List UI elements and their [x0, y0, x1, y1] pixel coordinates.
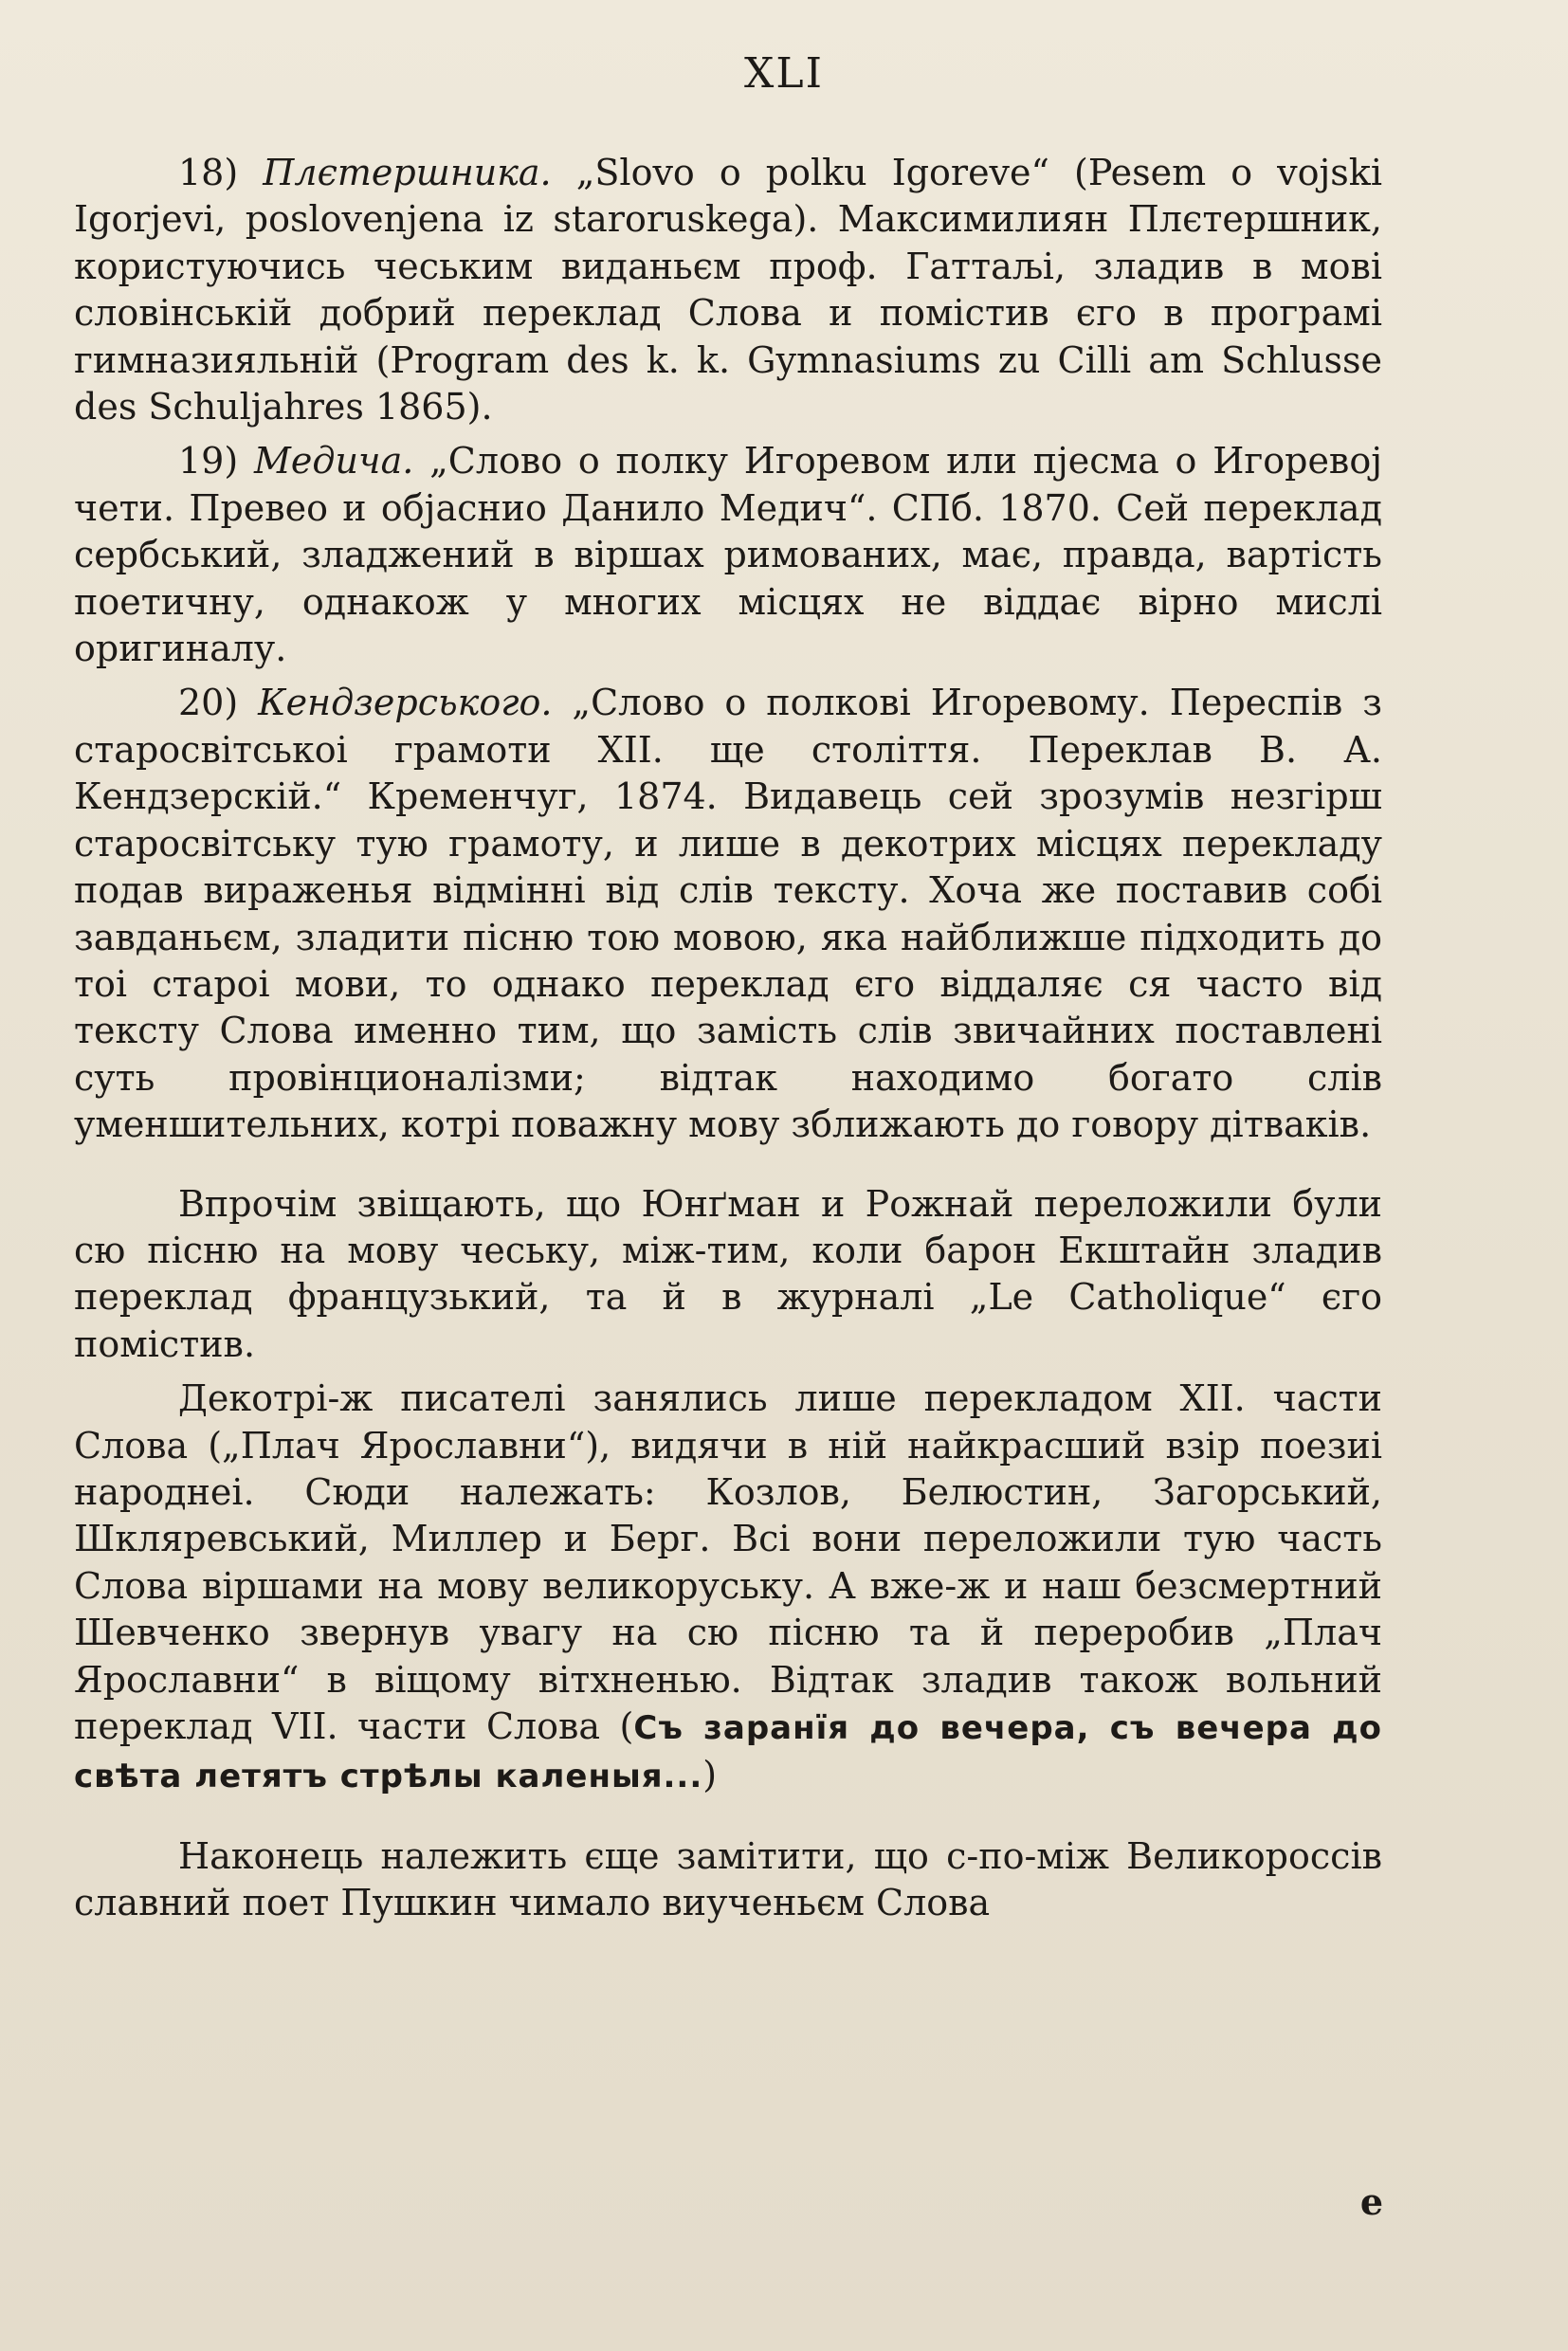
paragraph-text: „Слово о полкові Игоревому. Переспів з старосвітськоі грамоти XII. ще століття. Переклав В. А. Кендзерскій.“ Кременчуг, 1874. Видавець сей зрозумів незгірш старосвітську тую грамоту, и лише в декотрих місцях перекладу подав вираженья відмінні від слів тексту. Хоча же поставив собі завданьєм, зладити пісню тою мовою, яка найближше підходить до тоі староі мови, то однако переклад єго віддаляє ся часто від тексту Слова именно тим, що замість слів звичайних поставлені суть провінционалізми; відтак находимо богато слів уменшительних, котрі поважну мову зближають до говору дітваків. [74, 682, 1382, 1146]
paragraph-text: Декотрі-ж писателі занялись лише перекладом XII. части Слова („Плач Ярославни“), видячи в ній найкрасший взір поезиі народнеі. Сюди належать: Козлов, Белюстин, Загорський, Шкляревський, Миллер и Берг. Всі вони переложили тую часть Слова віршами на мову великоруську. А вже-ж и наш безсмертний Шевченко звернув увагу на сю пісню та й переробив „Плач Ярославни“ в віщому вітхненью. Відтак зладив також вольний переклад VII. части Слова ( [74, 1377, 1382, 1747]
paragraph-dekotri [74, 1376, 1382, 1801]
body-text [74, 150, 1382, 1927]
item-number: 19) [178, 440, 239, 483]
paragraph-text: „Слово о полку Игоревом или пјесма о Игоревој чети. Превео и објаснио Данило Медич“. СПб. 1870. Сей переклад сербський, зладжений в віршах римованих, має, правда, вартість поетичну, однакож у многих місцях не віддає вірно мислі оригиналу. [74, 440, 1382, 670]
closing-paren: ) [702, 1754, 718, 1796]
translator-name: Плєтершника. [263, 152, 552, 193]
paragraph-18 [74, 150, 1382, 430]
signature-mark: e [1359, 2180, 1383, 2223]
page-number-header: XLI [744, 49, 824, 98]
paragraph-text: „Slovo o polku Igoreve“ (Pesem o vojski Igorjevi, poslovenjena iz staroruskega). Максимилиян Плєтершник, користуючись чеським виданьєм проф. Гаттаљі, зладив в мові словінській добрий переклад Слова и помістив єго в програмі гимназияльній (Program des k. k. Gymnasiums zu Cilli am Schlusse des Schuljahres 1865). [74, 152, 1382, 428]
paragraph-20 [74, 680, 1382, 1148]
old-slavonic-quote: Съ заранїя до вечера, съ вечера до свѣта летятъ стрѣлы каленыя... [74, 1709, 1382, 1796]
paragraph-nakonec: Наконець належить єще замітити, що с-по-між Великороссів славний поет Пушкин чимало виученьєм Слова [74, 1834, 1382, 1924]
translator-name: Кендзерського. [258, 682, 553, 724]
translator-name: Медича. [253, 440, 414, 483]
item-number: 18) [178, 152, 239, 193]
paragraph-19 [74, 438, 1382, 672]
paragraph-vprochim: Впрочім звіщають, що Юнґман и Рожнай переложили були сю пісню на мову чеську, між-тим, коли барон Екштайн зладив переклад французький, та й в журналі „Le Catholique“ єго помістив. [74, 1182, 1382, 1365]
item-number: 20) [178, 682, 239, 724]
